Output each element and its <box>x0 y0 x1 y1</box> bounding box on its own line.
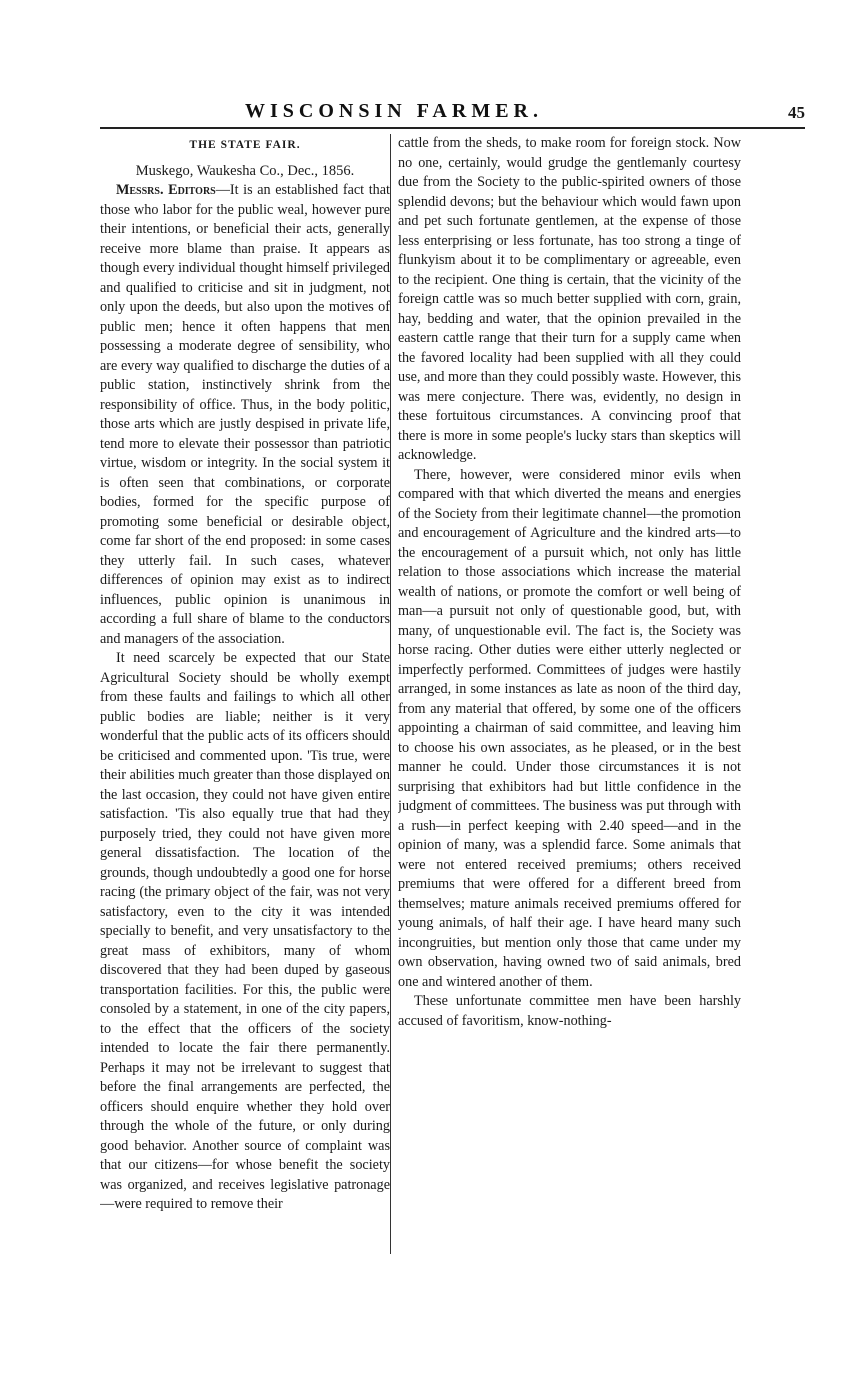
article-title: THE STATE FAIR. <box>189 139 301 151</box>
right-column <box>398 134 741 1274</box>
dateline: Muskego, Waukesha Co., Dec., 1856. <box>135 162 355 179</box>
paragraph-2: It need scarcely be expected that our State Agricultural Society should be wholly exempt from these faults and failings to which all other public bodies are liable; neither is it very wonderful that the public acts of its officers should be criticised and commented upon. 'Tis true, were their abilities much greater than those displayed on the last occasion, they could not have given entire satisfaction. 'Tis also equally true that had they purposely tried, they could not have given more general dissatisfaction. The location of the grounds, though undoubtedly a good one for horse racing (the primary object of the fair, was not very satisfactory, even to the city it was intended specially to benefit, and very unsatisfactory to the great mass of exhibitors, many of whom discovered that they had been duped by gaseous transportation facilities. For this, the public were consoled by a statement, in one of the city papers, to the effect that the officers of the society intended to locate the fair there permanently. Perhaps it may not be irrelevant to suggest that before the final arrangements are perfected, the officers should enquire whether they hold over through the whole of the future, or only during good behavior. Another source of complaint was that our citizens—for whose benefit the society was organized, and receives legislative patronage—were required to remove their <box>100 650 390 1212</box>
page-number: 45 <box>788 103 805 122</box>
paragraph-4: There, however, were considered minor evils when compared with that which diverted the means and energies of the Society from their legitimate channel—the promotion and encouragement of Agriculture and the kindred arts—to the encouragement of a pursuit which, not only has little relation to those associations which increase the material wealth of nations, or promote the comfort or well being of man—a pursuit not only of questionable good, but, with many, of unquestionable evil. The fact is, the Society was horse racing. Other duties were either utterly neglected or imperfectly performed. Committees of judges were hastily arranged, in some instances as late as noon of the third day, from any material that offered, by some one of the officers appointing a chairman of said committee, and leaving him to choose his own associates, as he pleased, or in the best manner he could. Under those circumstances it is not surprising that exhibitors had but little confidence in the judgment of committees. The business was put through with a rush—in perfect keeping with 2.40 speed—and in the opinion of many, was a splendid farce. Some animals that were not entered received premiums; others received premiums that were offered for a different breed from themselves; mature animals received premiums offered for young animals, of half their age. I have heard many such incongruities, but mention only those that came under my own observation, having owned two of said animals, bred one and wintered another of them. <box>398 466 741 990</box>
paragraph-5: These unfortunate committee men have been harshly accused of favoritism, know-nothing- <box>398 993 741 1029</box>
header-rule <box>100 127 805 129</box>
running-head: WISCONSIN FARMER. <box>245 100 543 122</box>
paragraph-1 <box>100 181 390 649</box>
left-column <box>100 134 390 1274</box>
column-divider <box>390 134 391 1254</box>
page-header <box>245 100 805 128</box>
paragraph-1-text: —It is an established fact that those who labor for the public weal, however pure their intentions, or beneficial their acts, generally receive more blame than praise. It appears as though every individual thought himself privileged and qualified to criticise and sit in judgment, not only upon the deeds, but also upon the motives of public men; hence it often happens that men possessing a moderate degree of sensibility, who are every way qualified to discharge the duties of a public station, instinctively shrink from the responsibility of office. Thus, in the body politic, those arts which are justly despised in private life, tend more to elevate their possessor than patriotic virtue, wisdom or integrity. In the social system it is often seen that combinations, or corporate bodies, formed for the specific purpose of promoting some beneficial or desirable object, come far short of the end proposed: in some cases they utterly fail. In such cases, whatever differences of opinion may exist as to indirect influences, public opinion is unanimous in according a full share of blame to the conductors and managers of the association. <box>100 182 390 647</box>
paragraph-3: cattle from the sheds, to make room for foreign stock. Now no one, certainly, would grudge the gentlemanly courtesy due from the Society to the public-spirited owners of those splendid devons; but the behaviour which would fawn upon and pet such fortunate gentlemen, at the expense of those less enterprising or less fortunate, has too strong a tinge of flunkyism about it to be complimentary or agreeable, even to the recipient. One thing is certain, that the vicinity of the foreign cattle was so much better supplied with corn, grain, hay, bedding and water, that the opinion prevailed in the eastern cattle range that their turn for a supply came when the favored locality had been supplied with all they could use, and more than they could possibly waste. However, this was mere conjecture. There was, evidently, no design in these fortuitous circumstances. A convincing proof that there is more in some people's lucky stars than skeptics will acknowledge. <box>398 135 741 463</box>
salutation: Messrs. Editors <box>116 182 216 198</box>
